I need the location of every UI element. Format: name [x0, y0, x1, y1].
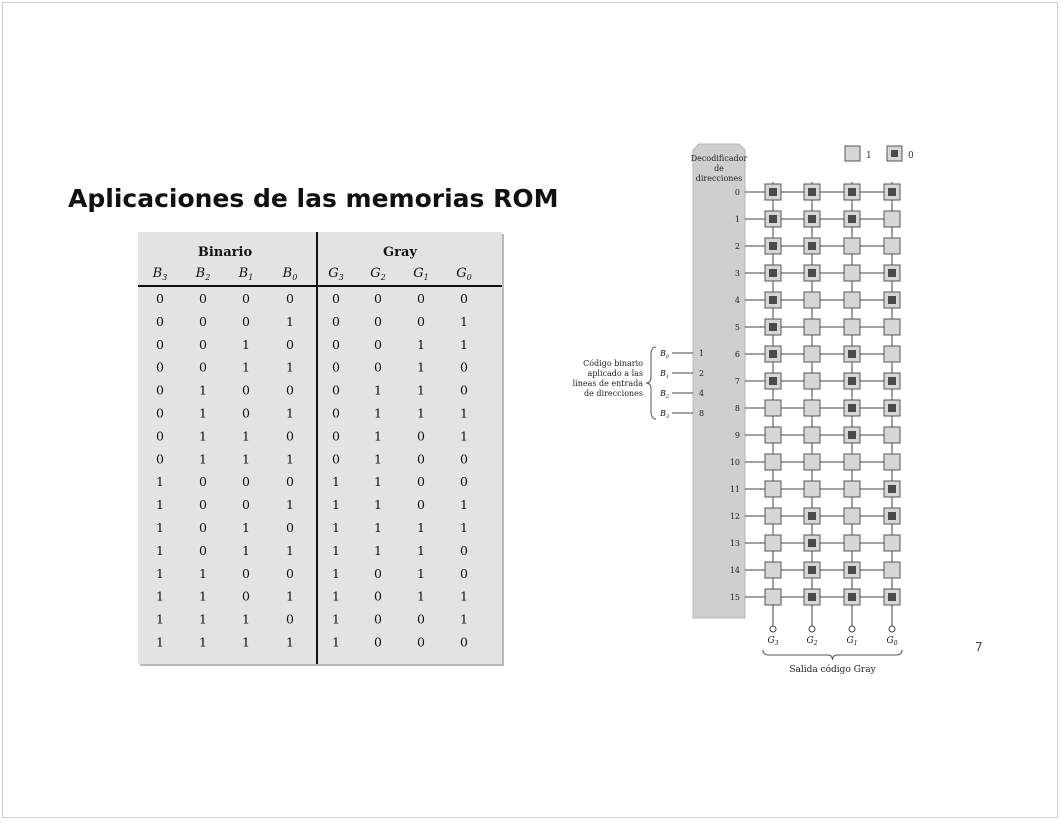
- table-cell: 1: [156, 474, 164, 490]
- legend-box-inner: [891, 150, 898, 157]
- memory-cell: [804, 346, 820, 362]
- table-cell: 1: [417, 336, 425, 352]
- table-cell: 0: [199, 359, 207, 375]
- table-cell: 1: [460, 520, 468, 535]
- memory-cell: [884, 454, 900, 470]
- memory-cell-transistor: [848, 431, 856, 439]
- memory-cell-transistor: [769, 350, 777, 358]
- table-cell: 0: [199, 291, 207, 306]
- memory-cell: [844, 265, 860, 281]
- table-cell: 0: [156, 313, 164, 329]
- table-cell: 0: [156, 451, 164, 467]
- input-weight: 8: [699, 409, 705, 418]
- table-cell: 0: [286, 336, 294, 352]
- decoder-label: de: [714, 164, 724, 173]
- input-label: $B_0$: [660, 349, 670, 360]
- table-cell: 1: [417, 405, 425, 421]
- memory-cell: [765, 481, 781, 497]
- table-cell: 0: [286, 382, 294, 398]
- memory-cell: [804, 373, 820, 389]
- memory-cell: [884, 211, 900, 227]
- table-cell: 0: [242, 405, 250, 421]
- input-label: $B_1$: [660, 369, 670, 380]
- memory-cell: [844, 481, 860, 497]
- address-label: 12: [729, 512, 740, 521]
- table-cell: 1: [332, 634, 340, 650]
- table-cell: 0: [156, 382, 164, 398]
- output-terminal: [889, 626, 895, 632]
- table-cell: 0: [460, 382, 468, 398]
- table-cell: 0: [332, 382, 340, 398]
- memory-cell: [844, 508, 860, 524]
- output-terminal: [809, 626, 815, 632]
- table-cell: 1: [199, 382, 207, 398]
- table-cell: 1: [460, 588, 468, 604]
- memory-cell-transistor: [888, 296, 896, 304]
- truth-table: [138, 232, 502, 664]
- table-cell: 0: [417, 497, 425, 513]
- input-weight: 4: [699, 389, 705, 398]
- memory-cell-transistor: [769, 377, 777, 385]
- table-cell: 1: [332, 565, 340, 581]
- table-cell: 0: [156, 359, 164, 375]
- memory-cell-transistor: [808, 512, 816, 520]
- memory-cell-transistor: [808, 188, 816, 196]
- table-cell: 0: [242, 382, 250, 398]
- table-cell: 1: [286, 497, 294, 513]
- memory-cell: [804, 292, 820, 308]
- table-cell: 0: [374, 336, 382, 352]
- memory-cell: [765, 562, 781, 578]
- table-cell: 1: [156, 520, 164, 535]
- output-terminal: [770, 626, 776, 632]
- memory-cell-transistor: [808, 269, 816, 277]
- header-gray: Gray: [383, 245, 417, 260]
- address-label: 6: [734, 350, 740, 359]
- table-cell: 0: [417, 474, 425, 490]
- table-cell: 0: [242, 588, 250, 604]
- table-cell: 1: [242, 428, 250, 444]
- table-cell: 1: [156, 588, 164, 604]
- page-number: 7: [975, 640, 983, 654]
- table-cell: 0: [199, 313, 207, 329]
- table-cell: 1: [460, 336, 468, 352]
- address-label: 11: [729, 485, 740, 494]
- memory-cell: [804, 400, 820, 416]
- table-cell: 1: [242, 336, 250, 352]
- table-cell: 0: [460, 291, 468, 306]
- table-cell: 0: [460, 542, 468, 558]
- column-header: $B_0$: [282, 266, 298, 282]
- table-cell: 1: [374, 542, 382, 558]
- address-label: 7: [734, 377, 740, 386]
- memory-cell-transistor: [808, 566, 816, 574]
- table-cell: 1: [286, 405, 294, 421]
- table-cell: 1: [199, 451, 207, 467]
- rom-diagram: [560, 138, 960, 678]
- table-cell: 0: [374, 634, 382, 650]
- memory-cell-transistor: [769, 242, 777, 250]
- table-cell: 0: [156, 405, 164, 421]
- legend-box-one: [845, 146, 860, 161]
- table-cell: 0: [417, 313, 425, 329]
- table-cell: 0: [242, 313, 250, 329]
- memory-cell-transistor: [888, 377, 896, 385]
- memory-cell-transistor: [769, 269, 777, 277]
- table-cell: 1: [417, 542, 425, 558]
- table-cell: 1: [199, 634, 207, 650]
- table-cell: 1: [286, 588, 294, 604]
- table-cell: 0: [460, 474, 468, 490]
- table-cell: 0: [242, 565, 250, 581]
- table-cell: 1: [417, 359, 425, 375]
- table-cell: 0: [286, 565, 294, 581]
- memory-cell-transistor: [848, 188, 856, 196]
- input-weight: 1: [699, 349, 705, 358]
- table-cell: 0: [332, 291, 340, 306]
- table-cell: 1: [417, 520, 425, 535]
- input-label: $B_3$: [660, 409, 670, 420]
- table-cell: 1: [199, 611, 207, 627]
- input-caption: aplicado a las: [587, 369, 643, 378]
- table-cell: 0: [242, 291, 250, 306]
- table-cell: 1: [374, 451, 382, 467]
- memory-cell-transistor: [808, 242, 816, 250]
- memory-cell-transistor: [888, 188, 896, 196]
- legend-label: 1: [866, 151, 872, 161]
- table-cell: 0: [199, 520, 207, 535]
- input-weight: 2: [699, 369, 705, 378]
- table-cell: 1: [242, 359, 250, 375]
- table-cell: 1: [417, 565, 425, 581]
- memory-cell-transistor: [808, 539, 816, 547]
- memory-cell-transistor: [808, 215, 816, 223]
- memory-cell-transistor: [848, 215, 856, 223]
- memory-cell: [804, 481, 820, 497]
- output-label: $G_0$: [886, 636, 898, 647]
- memory-cell: [765, 535, 781, 551]
- address-label: 10: [729, 458, 740, 467]
- table-cell: 1: [199, 588, 207, 604]
- table-cell: 0: [374, 291, 382, 306]
- table-cell: 0: [286, 611, 294, 627]
- table-cell: 1: [374, 382, 382, 398]
- table-cell: 1: [417, 588, 425, 604]
- memory-cell: [884, 319, 900, 335]
- output-label: $G_3$: [767, 636, 779, 647]
- table-cell: 1: [156, 611, 164, 627]
- table-cell: 1: [242, 634, 250, 650]
- table-cell: 1: [332, 520, 340, 535]
- address-label: 9: [734, 431, 740, 440]
- table-cell: 1: [460, 405, 468, 421]
- table-cell: 1: [242, 611, 250, 627]
- table-cell: 1: [332, 542, 340, 558]
- address-label: 3: [734, 269, 740, 278]
- table-cell: 1: [286, 542, 294, 558]
- address-label: 4: [734, 296, 740, 305]
- table-cell: 0: [286, 428, 294, 444]
- table-cell: 1: [286, 634, 294, 650]
- table-cell: 1: [286, 451, 294, 467]
- table-cell: 0: [332, 359, 340, 375]
- memory-cell: [844, 454, 860, 470]
- output-label: $G_2$: [806, 636, 818, 647]
- table-cell: 0: [417, 634, 425, 650]
- table-cell: 1: [374, 520, 382, 535]
- column-header: $B_1$: [238, 266, 254, 282]
- table-cell: 0: [374, 611, 382, 627]
- table-cell: 0: [374, 588, 382, 604]
- memory-cell-transistor: [848, 566, 856, 574]
- memory-cell-transistor: [888, 269, 896, 277]
- input-caption: Código binario: [583, 359, 643, 368]
- memory-cell: [765, 508, 781, 524]
- column-header: $G_3$: [328, 266, 344, 282]
- table-cell: 0: [460, 565, 468, 581]
- table-cell: 1: [332, 474, 340, 490]
- memory-cell-transistor: [848, 593, 856, 601]
- table-cell: 0: [332, 405, 340, 421]
- input-label: $B_2$: [660, 389, 670, 400]
- memory-cell-transistor: [769, 215, 777, 223]
- input-caption: de direcciones: [584, 389, 643, 398]
- table-cell: 0: [156, 291, 164, 306]
- slide-title: Aplicaciones de las memorias ROM: [68, 184, 559, 213]
- memory-cell: [844, 238, 860, 254]
- table-cell: 1: [374, 428, 382, 444]
- header-binario: Binario: [197, 245, 253, 260]
- memory-cell: [884, 346, 900, 362]
- legend-label: 0: [908, 151, 914, 161]
- memory-cell: [804, 427, 820, 443]
- table-cell: 0: [417, 611, 425, 627]
- table-cell: 1: [199, 565, 207, 581]
- output-label: $G_1$: [846, 636, 858, 647]
- address-label: 1: [734, 215, 740, 224]
- table-cell: 0: [242, 474, 250, 490]
- memory-cell: [884, 562, 900, 578]
- memory-cell-transistor: [888, 512, 896, 520]
- table-cell: 0: [417, 291, 425, 306]
- memory-cell: [765, 400, 781, 416]
- memory-cell: [844, 292, 860, 308]
- table-cell: 1: [156, 565, 164, 581]
- table-cell: 0: [286, 520, 294, 535]
- table-cell: 0: [332, 313, 340, 329]
- table-cell: 0: [199, 497, 207, 513]
- table-cell: 0: [374, 359, 382, 375]
- table-cell: 1: [332, 611, 340, 627]
- address-label: 8: [734, 404, 740, 413]
- memory-cell: [844, 319, 860, 335]
- column-header: $B_3$: [152, 266, 168, 282]
- input-caption: líneas de entrada: [572, 379, 643, 388]
- decoder-label: direcciones: [695, 174, 743, 183]
- table-cell: 1: [460, 611, 468, 627]
- table-cell: 0: [199, 336, 207, 352]
- memory-cell-transistor: [888, 404, 896, 412]
- column-header: $B_2$: [195, 266, 211, 282]
- table-cell: 0: [374, 565, 382, 581]
- table-cell: 1: [199, 405, 207, 421]
- memory-cell: [765, 427, 781, 443]
- table-cell: 0: [460, 359, 468, 375]
- table-cell: 1: [374, 497, 382, 513]
- table-cell: 1: [156, 634, 164, 650]
- table-cell: 1: [286, 313, 294, 329]
- column-header: $G_1$: [413, 266, 429, 282]
- memory-cell: [884, 535, 900, 551]
- table-cell: 1: [417, 382, 425, 398]
- table-cell: 0: [242, 497, 250, 513]
- column-header: $G_2$: [370, 266, 386, 282]
- address-label: 15: [729, 593, 740, 602]
- memory-cell: [765, 589, 781, 605]
- table-cell: 0: [417, 451, 425, 467]
- memory-cell-transistor: [769, 188, 777, 196]
- memory-cell: [765, 454, 781, 470]
- input-brace: [646, 347, 656, 419]
- memory-cell: [804, 319, 820, 335]
- table-cell: 0: [417, 428, 425, 444]
- table-cell: 1: [460, 497, 468, 513]
- output-caption: Salida código Gray: [789, 665, 876, 675]
- memory-cell-transistor: [769, 296, 777, 304]
- address-label: 2: [734, 242, 740, 251]
- memory-cell: [884, 238, 900, 254]
- table-cell: 1: [332, 497, 340, 513]
- memory-cell: [844, 535, 860, 551]
- table-cell: 1: [156, 542, 164, 558]
- truth-table-svg: [138, 232, 502, 664]
- table-cell: 1: [156, 497, 164, 513]
- address-label: 13: [729, 539, 740, 548]
- memory-cell-transistor: [888, 593, 896, 601]
- address-label: 5: [734, 323, 740, 332]
- table-cell: 1: [460, 428, 468, 444]
- memory-cell: [804, 454, 820, 470]
- table-cell: 1: [286, 359, 294, 375]
- memory-cell-transistor: [888, 485, 896, 493]
- memory-cell-transistor: [848, 350, 856, 358]
- table-cell: 0: [460, 634, 468, 650]
- address-label: 0: [734, 188, 740, 197]
- address-label: 14: [729, 566, 740, 575]
- table-cell: 0: [156, 336, 164, 352]
- table-cell: 0: [199, 474, 207, 490]
- table-cell: 1: [242, 542, 250, 558]
- table-cell: 0: [332, 451, 340, 467]
- table-cell: 0: [156, 428, 164, 444]
- memory-cell-transistor: [848, 404, 856, 412]
- table-cell: 1: [242, 451, 250, 467]
- output-terminal: [849, 626, 855, 632]
- memory-cell-transistor: [808, 593, 816, 601]
- decoder-label: Decodificador: [690, 154, 748, 163]
- table-cell: 0: [374, 313, 382, 329]
- table-cell: 0: [460, 451, 468, 467]
- output-brace: [763, 650, 902, 660]
- table-cell: 1: [374, 405, 382, 421]
- table-cell: 0: [286, 291, 294, 306]
- table-cell: 1: [242, 520, 250, 535]
- table-cell: 1: [460, 313, 468, 329]
- table-cell: 0: [286, 474, 294, 490]
- memory-cell-transistor: [848, 377, 856, 385]
- table-cell: 0: [332, 336, 340, 352]
- column-header: $G_0$: [456, 266, 472, 282]
- table-cell: 0: [332, 428, 340, 444]
- memory-cell: [884, 427, 900, 443]
- table-cell: 1: [332, 588, 340, 604]
- table-cell: 1: [199, 428, 207, 444]
- table-cell: 0: [199, 542, 207, 558]
- table-cell: 1: [374, 474, 382, 490]
- memory-cell-transistor: [769, 323, 777, 331]
